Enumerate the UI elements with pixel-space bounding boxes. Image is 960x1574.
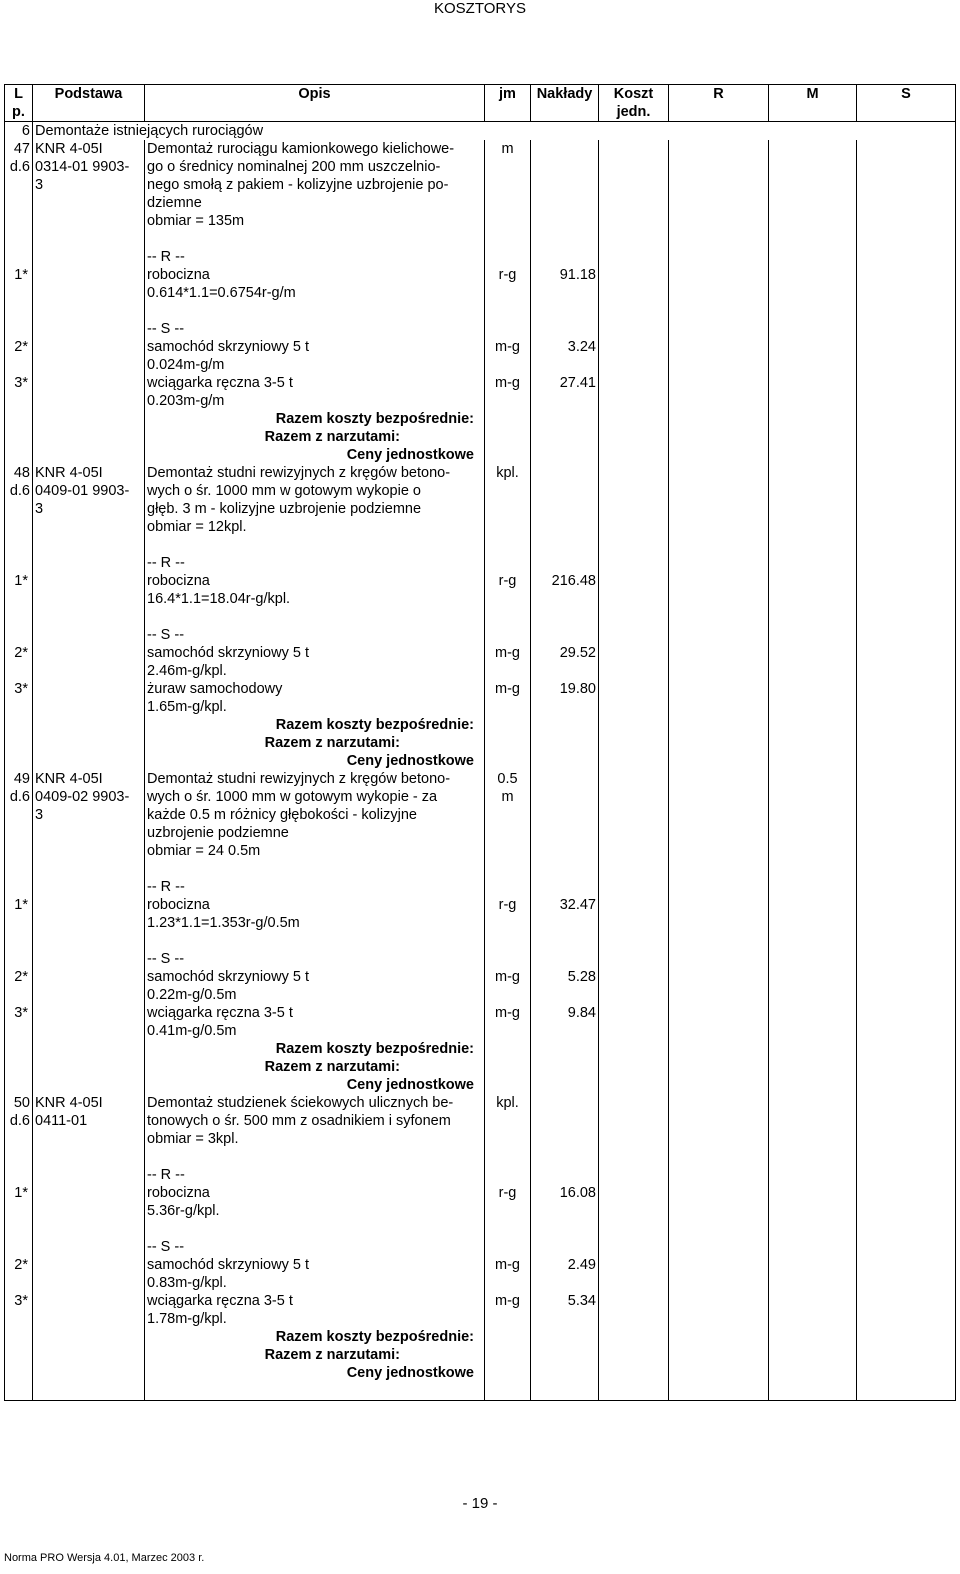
resource-value: 5.28 [567,969,596,985]
position-unit [485,140,531,230]
description-line: wych o śr. 1000 mm w gotowym wykopie o [147,483,421,499]
resource-name: robocizna [147,897,210,913]
resource-value: 216.48 [551,573,596,589]
s-label: -- S -- [147,1239,185,1255]
basis-line: 3 [35,177,44,193]
cost-estimate-table [4,84,956,1401]
sum-unit-prices: Ceny jednostkowe [346,447,474,463]
spacer-row [5,860,956,878]
lp-number: 50 [13,1095,30,1111]
basis-line: KNR 4-05I [35,465,103,481]
resource-unit: r-g [498,1185,517,1201]
resource-row [5,968,956,1004]
resource-number: 1* [14,267,28,283]
position-basis [33,464,145,536]
s-label-row [5,950,956,968]
resource-row [5,680,956,716]
basis-line: KNR 4-05I [35,771,103,787]
s-label: -- S -- [147,321,185,337]
resource-unit: m-g [495,969,520,985]
position-number [5,140,33,230]
header-m: M [769,85,857,122]
resource-number: 2* [14,645,28,661]
resource-value: 32.47 [559,897,596,913]
header-r: R [669,85,769,122]
obmiar: obmiar = 3kpl. [147,1131,239,1147]
unit-line: 0.5 [497,771,518,787]
resource-row [5,266,956,302]
description-line: tonowych o śr. 500 mm z osadnikiem i syfonem [147,1113,451,1129]
spacer-row [5,608,956,626]
resource-unit: m-g [495,375,520,391]
resource-value: 19.80 [559,681,596,697]
sum-direct-costs: Razem koszty bezpośrednie: [275,1329,474,1345]
description-line: go o średnicy nominalnej 200 mm uszczelnio- [147,159,441,175]
r-label: -- R -- [147,1167,185,1183]
resource-number: 3* [14,375,28,391]
basis-line: 0314-01 9903- [35,159,130,175]
lp-number: 47 [13,141,30,157]
sum-direct-costs: Razem koszty bezpośrednie: [275,1041,474,1057]
resource-norm: 1.78m-g/kpl. [147,1311,227,1327]
sum-with-markups: Razem z narzutami: [264,735,400,751]
position-row [5,464,956,536]
obmiar: obmiar = 12kpl. [147,519,247,535]
sum-direct-costs: Razem koszty bezpośrednie: [275,411,474,427]
position-row [5,770,956,860]
position-description [145,1094,485,1148]
resource-unit: m-g [495,1257,520,1273]
section-row [5,122,956,141]
s-label-row [5,1238,956,1256]
unit-line: m [501,789,514,805]
resource-value: 91.18 [559,267,596,283]
section-title: Demontaże istniejących rurociągów [35,123,264,139]
resource-unit: m-g [495,339,520,355]
resource-value: 29.52 [559,645,596,661]
resource-value: 16.08 [559,1185,596,1201]
spacer-row [5,230,956,248]
basis-line: KNR 4-05I [35,1095,103,1111]
position-row [5,140,956,230]
position-unit [485,464,531,536]
resource-number: 1* [14,1185,28,1201]
table-header-row [5,85,956,122]
resource-row [5,1256,956,1292]
resource-row [5,374,956,410]
header-jm: jm [485,85,531,122]
basis-line: 3 [35,807,44,823]
section-number: 6 [21,123,30,139]
resource-norm: 1.23*1.1=1.353r-g/0.5m [147,915,300,931]
position-number [5,464,33,536]
page-number: - 19 - [462,1495,498,1512]
unit-line: kpl. [496,1095,519,1111]
lp-dept: d.6 [9,483,30,499]
lp-dept: d.6 [9,159,30,175]
header-s: S [857,85,956,122]
summary-row [5,1040,956,1094]
s-label: -- S -- [147,951,185,967]
basis-line: KNR 4-05I [35,141,103,157]
sum-unit-prices: Ceny jednostkowe [346,753,474,769]
description-line: dziemne [147,195,202,211]
sum-unit-prices: Ceny jednostkowe [346,1077,474,1093]
basis-line: 0409-01 9903- [35,483,130,499]
obmiar: obmiar = 24 0.5m [147,843,261,859]
resource-name: robocizna [147,573,210,589]
header-lp: L p. [5,85,33,122]
sum-unit-prices: Ceny jednostkowe [346,1365,474,1381]
position-basis [33,1094,145,1148]
resource-value: 3.24 [567,339,596,355]
position-unit [485,770,531,860]
spacer-row [5,932,956,950]
resource-name: żuraw samochodowy [147,681,283,697]
resource-unit: m-g [495,1293,520,1309]
resource-unit: m-g [495,645,520,661]
resource-value: 27.41 [559,375,596,391]
header-koszt: Koszt jedn. [599,85,669,122]
description-line: nego smołą z pakiem - kolizyjne uzbrojenie po- [147,177,449,193]
r-label-row [5,554,956,572]
description-line: każde 0.5 m różnicy głębokości - kolizyjne [147,807,417,823]
resource-value: 2.49 [567,1257,596,1273]
description-line: wych o śr. 1000 mm w gotowym wykopie - za [147,789,438,805]
r-label: -- R -- [147,555,185,571]
position-number [5,770,33,860]
spacer-row [5,302,956,320]
sum-with-markups: Razem z narzutami: [264,1059,400,1075]
position-unit [485,1094,531,1148]
resource-name: samochód skrzyniowy 5 t [147,969,309,985]
resource-unit: m-g [495,1005,520,1021]
resource-unit: r-g [498,267,517,283]
header-opis: Opis [145,85,485,122]
spacer-row [5,1220,956,1238]
resource-number: 3* [14,1005,28,1021]
resource-norm: 0.22m-g/0.5m [147,987,237,1003]
resource-number: 3* [14,1293,28,1309]
s-label-row [5,626,956,644]
spacer-row [5,536,956,554]
resource-number: 1* [14,573,28,589]
resource-name: samochód skrzyniowy 5 t [147,1257,309,1273]
resource-name: samochód skrzyniowy 5 t [147,339,309,355]
resource-norm: 2.46m-g/kpl. [147,663,227,679]
position-basis [33,140,145,230]
resource-number: 2* [14,339,28,355]
resource-row [5,572,956,608]
resource-name: robocizna [147,1185,210,1201]
position-description [145,140,485,230]
basis-line: 0409-02 9903- [35,789,130,805]
sum-with-markups: Razem z narzutami: [264,1347,400,1363]
resource-value: 5.34 [567,1293,596,1309]
resource-row [5,338,956,374]
unit-line: kpl. [496,465,519,481]
resource-name: wciągarka ręczna 3-5 t [147,1005,293,1021]
resource-row [5,1184,956,1220]
lp-dept: d.6 [9,789,30,805]
obmiar: obmiar = 135m [147,213,245,229]
resource-unit: m-g [495,681,520,697]
description-line: głęb. 3 m - kolizyjne uzbrojenie podziemne [147,501,422,517]
resource-norm: 16.4*1.1=18.04r-g/kpl. [147,591,291,607]
position-row [5,1094,956,1148]
resource-norm: 0.203m-g/m [147,393,225,409]
summary-row [5,410,956,464]
position-basis [33,770,145,860]
basis-line: 0411-01 [35,1113,88,1129]
description-line: Demontaż studni rewizyjnych z kręgów betono- [147,465,451,481]
r-label: -- R -- [147,249,185,265]
s-label-row [5,320,956,338]
basis-line: 3 [35,501,44,517]
resource-row [5,1292,956,1328]
resource-number: 2* [14,969,28,985]
filler-row [5,1382,956,1401]
resource-name: robocizna [147,267,210,283]
resource-norm: 1.65m-g/kpl. [147,699,227,715]
header-podstawa: Podstawa [33,85,145,122]
resource-unit: r-g [498,573,517,589]
description-line: Demontaż studni rewizyjnych z kręgów betono- [147,771,451,787]
r-label-row [5,248,956,266]
resource-norm: 5.36r-g/kpl. [147,1203,220,1219]
unit-line: m [501,141,514,157]
lp-number: 49 [13,771,30,787]
description-line: uzbrojenie podziemne [147,825,289,841]
r-label-row [5,878,956,896]
position-description [145,464,485,536]
resource-name: samochód skrzyniowy 5 t [147,645,309,661]
summary-row [5,1328,956,1382]
resource-name: wciągarka ręczna 3-5 t [147,375,293,391]
lp-dept: d.6 [9,1113,30,1129]
sum-with-markups: Razem z narzutami: [264,429,400,445]
resource-name: wciągarka ręczna 3-5 t [147,1293,293,1309]
description-line: Demontaż rurociągu kamionkowego kielichowe- [147,141,455,157]
summary-row [5,716,956,770]
document-title: KOSZTORYS [434,0,526,17]
description-line: Demontaż studzienek ściekowych ulicznych be- [147,1095,454,1111]
resource-norm: 0.83m-g/kpl. [147,1275,227,1291]
r-label-row [5,1166,956,1184]
resource-row [5,1004,956,1040]
sum-direct-costs: Razem koszty bezpośrednie: [275,717,474,733]
footer-version: Norma PRO Wersja 4.01, Marzec 2003 r. [4,1552,205,1564]
resource-number: 2* [14,1257,28,1273]
resource-norm: 0.024m-g/m [147,357,225,373]
header-naklady: Nakłady [531,85,599,122]
lp-number: 48 [13,465,30,481]
resource-number: 1* [14,897,28,913]
resource-row [5,896,956,932]
resource-norm: 0.614*1.1=0.6754r-g/m [147,285,296,301]
s-label: -- S -- [147,627,185,643]
resource-number: 3* [14,681,28,697]
position-number [5,1094,33,1148]
r-label: -- R -- [147,879,185,895]
resource-value: 9.84 [567,1005,596,1021]
position-description [145,770,485,860]
resource-unit: r-g [498,897,517,913]
spacer-row [5,1148,956,1166]
resource-row [5,644,956,680]
resource-norm: 0.41m-g/0.5m [147,1023,237,1039]
